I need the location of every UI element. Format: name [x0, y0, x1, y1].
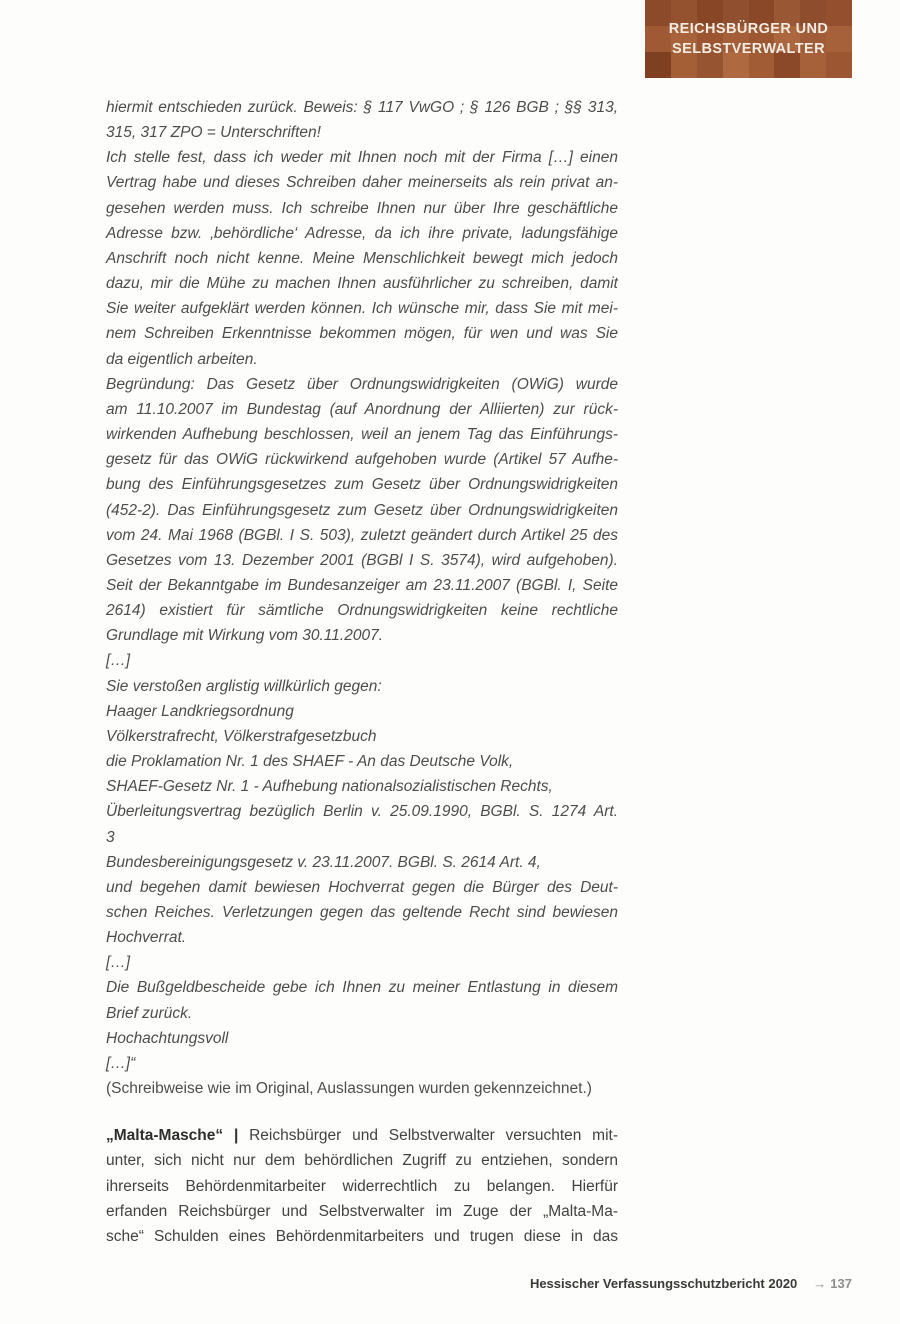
text-line: Die Bußgeldbescheide gebe ich Ihnen zu meiner Entlastung in diesem — [106, 979, 618, 997]
malta-masche-paragraph — [106, 1123, 618, 1249]
text-line: Haager Landkriegsordnung — [106, 702, 294, 720]
text-line: am 11.10.2007 im Bundestag (auf Anordnung der Alliierten) zur rück- — [106, 400, 618, 418]
section-badge-line-2: SELBSTVERWALTER — [672, 41, 825, 57]
text-line: Überleitungsvertrag bezüglich Berlin v. 25.09.1990, BGBl. S. 1274 Art. — [106, 803, 618, 821]
section-badge — [645, 0, 852, 78]
arrow-right-icon: → — [813, 1276, 827, 1291]
footer-page-indicator — [813, 1276, 852, 1291]
text-line: die Proklamation Nr. 1 des SHAEF - An das Deutsche Volk, — [106, 753, 514, 771]
text-line: 315, 317 ZPO = Unterschriften! — [106, 124, 321, 142]
text-line: SHAEF-Gesetz Nr. 1 - Aufhebung nationalsozialistischen Rechts, — [106, 778, 553, 796]
text-line: vom 24. Mai 1968 (BGBl. I S. 503), zuletzt geändert durch Artikel 25 des — [106, 526, 618, 544]
text-line: dazu, mir die Mühe zu machen Ihnen ausführlicher zu schreiben, damit — [106, 275, 618, 293]
text-line: Hochachtungsvoll — [106, 1029, 229, 1047]
text-line: nem Schreiben Erkenntnisse bekommen mögen, für wen und was Sie — [106, 325, 618, 343]
section-badge-line-1: REICHSBÜRGER UND — [668, 21, 829, 37]
section-badge-label — [645, 0, 852, 78]
text-line: Adresse bzw. ‚behördliche‘ Adresse, da ich ihre private, ladungsfähige — [106, 224, 618, 242]
text-line: Brief zurück. — [106, 1004, 193, 1022]
closing-note: (Schreibweise wie im Original, Auslassungen wurden gekennzeichnet.) — [106, 1080, 592, 1098]
text-line: Sie verstoßen arglistig willkürlich gegen: — [106, 677, 382, 695]
text-line: unter, sich nicht nur dem behördlichen Zugriff zu entziehen, sondern — [106, 1152, 618, 1170]
text-line: wirkenden Aufhebung beschlossen, weil an jenem Tag das Einführungs- — [106, 426, 618, 444]
text-column — [106, 95, 618, 1249]
bold-lead-in: „Malta-Masche“ | — [106, 1127, 250, 1145]
text-line: Hochverrat. — [106, 929, 187, 947]
footer-report-title: Hessischer Verfassungsschutzbericht 2020 — [529, 1276, 798, 1291]
text-line: Vertrag habe und dieses Schreiben daher meinerseits als rein privat an- — [106, 174, 618, 192]
text-line: Völkerstrafrecht, Völkerstrafgesetzbuch — [106, 727, 377, 745]
quoted-letter — [106, 95, 618, 1076]
text-line: sche“ Schulden eines Behördenmitarbeiters und trugen diese in das — [106, 1227, 618, 1245]
text-line: Ich stelle fest, dass ich weder mit Ihnen noch mit der Firma […] einen — [106, 149, 618, 167]
text-line: und begehen damit bewiesen Hochverrat gegen die Bürger des Deut- — [106, 878, 618, 896]
text-line: hiermit entschieden zurück. Beweis: § 117 VwGO ; § 126 BGB ; §§ 313, — [106, 99, 618, 116]
text-line: gesehen werden muss. Ich schreibe Ihnen nur über Ihre geschäftliche — [106, 199, 618, 217]
text-line: Begründung: Das Gesetz über Ordnungswidrigkeiten (OWiG) wurde — [106, 375, 618, 393]
text-line: Anschrift noch nicht kenne. Meine Menschlichkeit bewegt mich jedoch — [106, 249, 618, 267]
text-line: gesetz für das OWiG rückwirkend aufgehoben wurde (Artikel 57 Aufhe- — [106, 451, 618, 469]
text-line: Sie weiter aufgeklärt werden können. Ich wünsche mir, dass Sie mit mei- — [106, 300, 618, 318]
text-line: ihrerseits Behördenmitarbeiter widerrechtlich zu belangen. Hierfür — [106, 1177, 618, 1195]
text-line: (452-2). Das Einführungsgesetz zum Gesetz über Ordnungswidrigkeiten — [106, 501, 618, 519]
text-line: Bundesbereinigungsgesetz v. 23.11.2007. BGBl. S. 2614 Art. 4, — [106, 853, 541, 871]
text-line: schen Reiches. Verletzungen gegen das geltende Recht sind bewiesen — [106, 904, 618, 921]
text-line: 3 — [106, 828, 115, 846]
text-line: Gesetzes vom 13. Dezember 2001 (BGBl I S. 3574), wird aufgehoben). — [106, 551, 618, 569]
text-line: Grundlage mit Wirkung vom 30.11.2007. — [106, 627, 383, 645]
text-line: „Malta-Masche“ | Reichsbürger und Selbstverwalter versuchten mit- — [106, 1127, 618, 1145]
text-line: […] — [106, 652, 131, 670]
text-line: da eigentlich arbeiten. — [106, 350, 258, 368]
text-line: erfanden Reichsbürger und Selbstverwalter im Zuge der „Malta-Ma- — [106, 1202, 618, 1220]
text-line: […]“ — [106, 1054, 136, 1072]
text-line: Seit der Bekanntgabe im Bundesanzeiger am 23.11.2007 (BGBl. I, Seite — [106, 576, 618, 594]
page-footer — [0, 1276, 852, 1291]
page-number: 137 — [830, 1276, 852, 1291]
text-line: 2614) existiert für sämtliche Ordnungswidrigkeiten keine rechtliche — [106, 602, 618, 620]
text-line: bung des Einführungsgesetzes zum Gesetz über Ordnungswidrigkeiten — [106, 476, 618, 494]
text-line: […] — [106, 954, 131, 972]
